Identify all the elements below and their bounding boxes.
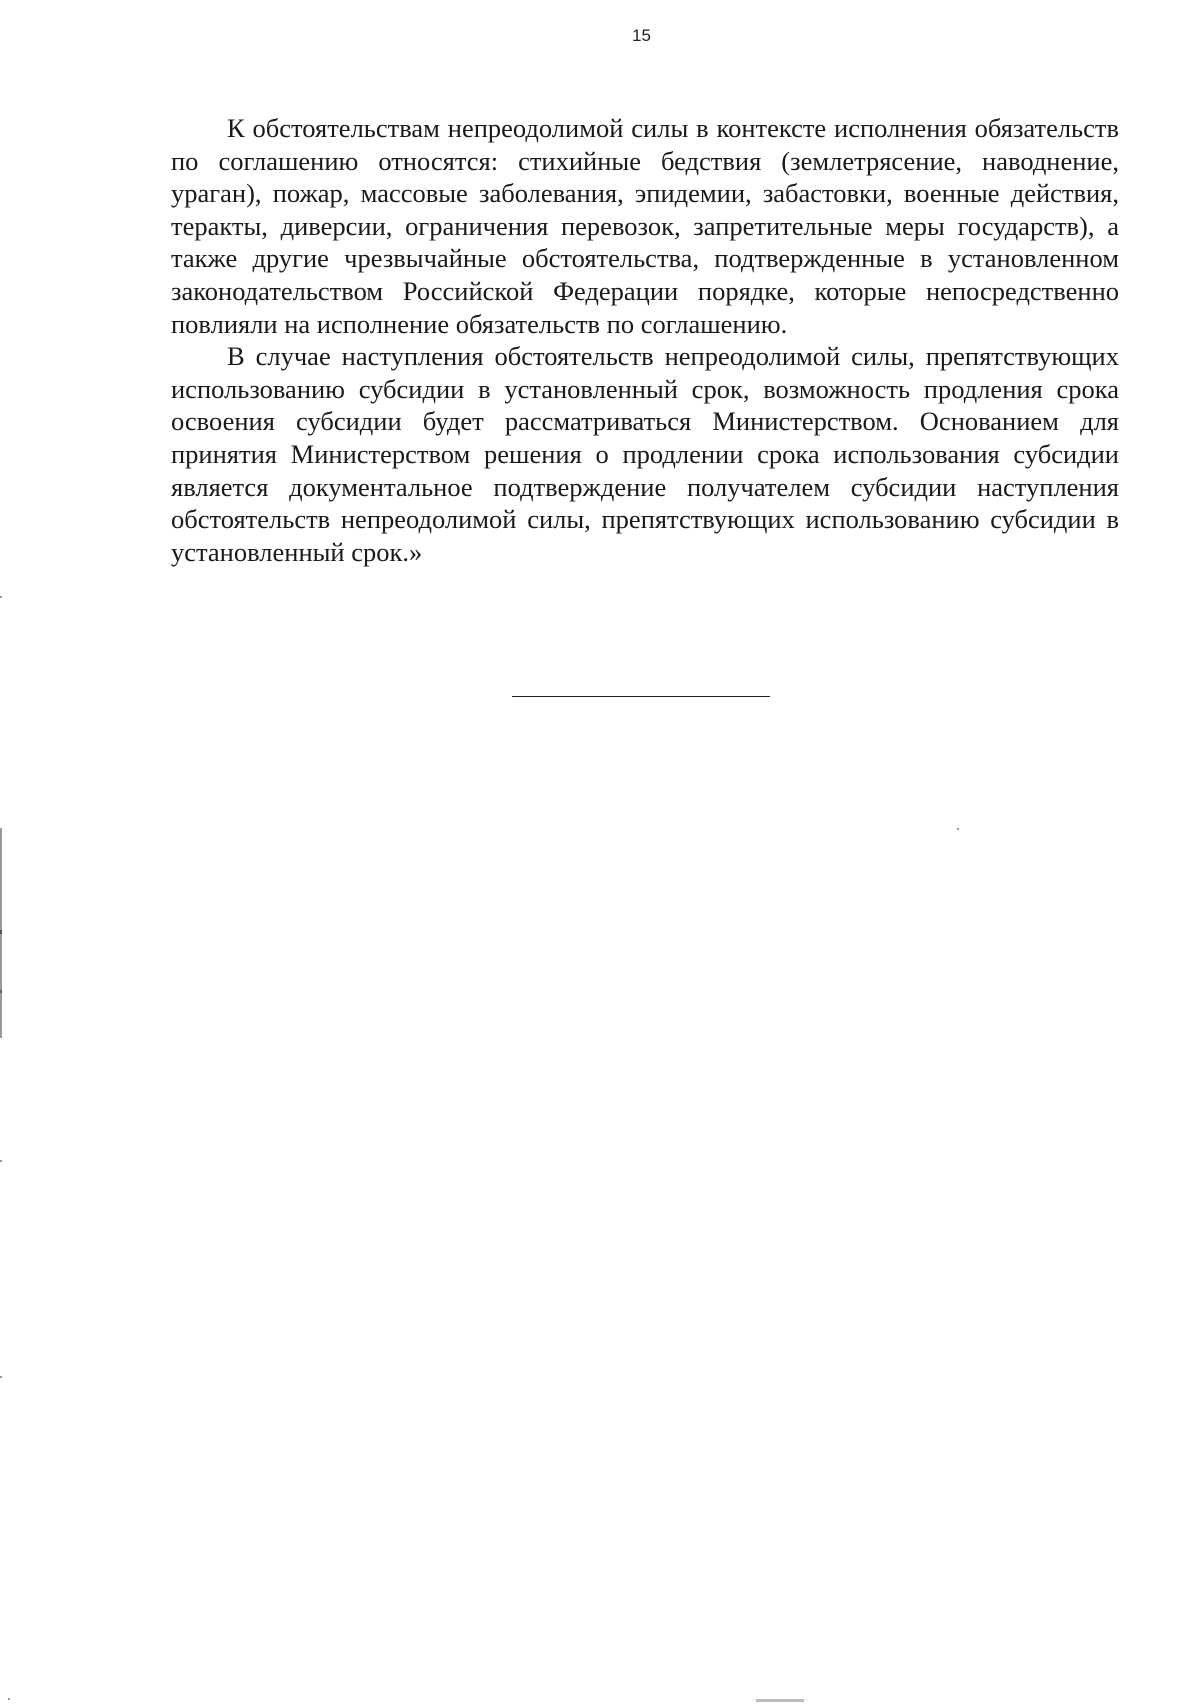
scan-artifact [756, 1699, 804, 1702]
end-of-text-rule [512, 696, 770, 697]
document-body [171, 112, 1119, 568]
scan-dot [0, 1160, 2, 1162]
paragraph-force-majeure-definition: К обстоятельствам непреодолимой силы в контексте исполнения обязательств по соглашению относятся: стихийные бедствия (землетрясение, наводнение, ураган), пожар, массовые заболевания, эпидемии, забастовки, военные действия, теракты, диверсии, ограничения перевозок, запретительные меры государств), а также другие чрезвычайные обстоятельства, подтвержденные в установленном законодательством Российской Федерации порядке, которые непосредственно повлияли на исполнение обязательств по соглашению. [171, 113, 1119, 339]
scan-dot [0, 596, 2, 598]
page-number: 15 [632, 26, 651, 45]
scan-artifact [0, 930, 2, 934]
scan-dot [8, 1698, 10, 1700]
scan-dot [0, 1376, 2, 1378]
scan-dot [957, 828, 959, 830]
scan-artifact [0, 990, 2, 993]
paragraph-subsidy-extension: В случае наступления обстоятельств непреодолимой силы, препятствующих использованию субсидии в установленный срок, возможность продления срока освоения субсидии будет рассматриваться Министерством. Основанием для принятия Министерством решения о продлении срока использования субсидии является документальное подтверждение получателем субсидии наступления обстоятельств непреодолимой силы, препятствующих использованию субсидии в установленный срок.» [171, 341, 1119, 567]
